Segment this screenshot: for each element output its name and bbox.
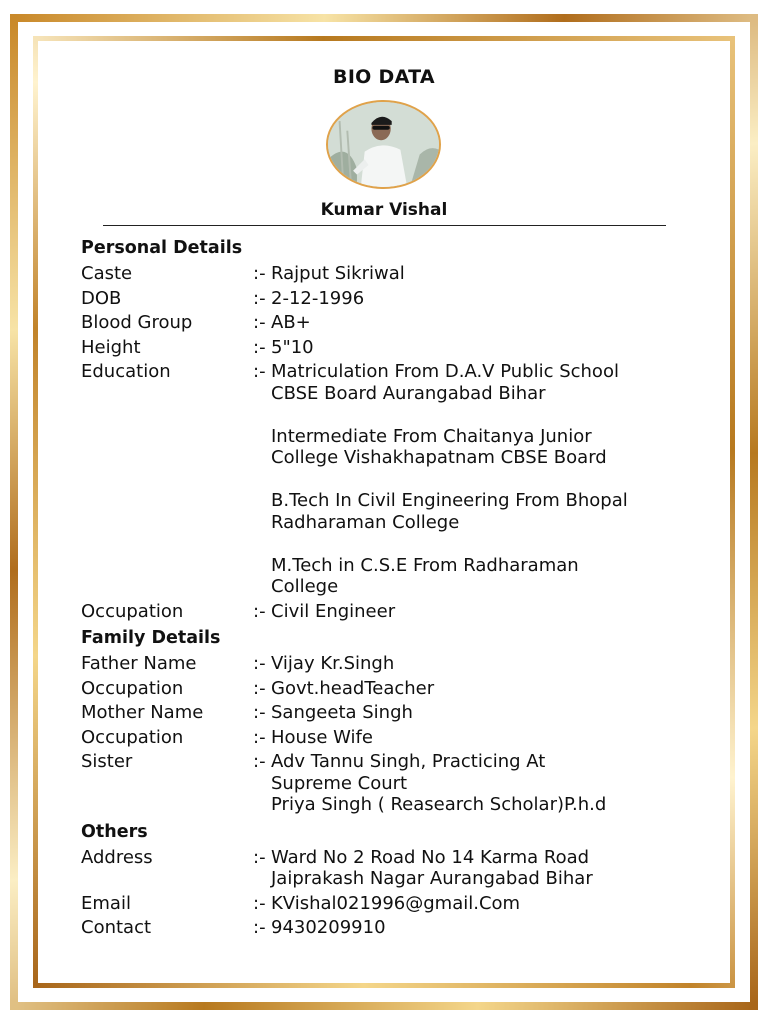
education-line: Radharaman College [271,511,460,533]
name-underline [103,225,666,226]
sister-line: Supreme Court [271,772,408,794]
email-row [81,893,701,915]
education-line: B.Tech In Civil Engineering From Bhopal [271,490,628,511]
blood-group-row [81,312,701,334]
height-label: Height [81,336,141,358]
father-name-row [81,653,701,675]
caste-row [81,263,701,285]
separator: :- [253,287,266,309]
separator: :- [253,361,266,382]
separator: :- [253,846,266,868]
education-line: CBSE Board Aurangabad Bihar [271,382,546,404]
dob-row [81,288,701,310]
education-value [271,361,701,598]
separator: :- [253,336,266,358]
profile-photo [326,100,441,189]
separator: :- [253,917,266,938]
contact-label: Contact [81,917,152,938]
spacer [271,533,701,555]
separator: :- [253,263,266,284]
page-title: BIO DATA [333,66,435,88]
education-label: Education [81,361,171,382]
occupation-label: Occupation [81,600,184,622]
caste-value: Rajput Sikriwal [271,263,405,284]
personal-details-heading: Personal Details [81,238,243,258]
blood-group-label: Blood Group [81,312,193,333]
separator: :- [253,600,266,622]
separator: :- [253,653,266,674]
separator: :- [253,892,266,914]
education-line: Intermediate From Chaitanya Junior [271,425,592,447]
separator: :- [253,677,266,699]
sister-line: Priya Singh ( Reasearch Scholar)P.h.d [271,794,607,815]
education-row [81,361,701,598]
sister-value [271,751,701,816]
address-line: Jaiprakash Nagar Aurangabad Bihar [271,868,593,889]
email-label: Email [81,892,131,914]
education-line: College [271,576,339,597]
email-value: KVishal021996@gmail.Com [271,892,521,914]
spacer [271,404,701,426]
sister-line: Adv Tannu Singh, Practicing At [271,751,546,772]
height-row [81,337,701,359]
separator: :- [253,751,266,772]
mother-occupation-label: Occupation [81,726,184,748]
caste-label: Caste [81,263,133,284]
height-value: 5"10 [271,336,314,358]
mother-name-value: Sangeeta Singh [271,702,413,723]
address-line: Ward No 2 Road No 14 Karma Road [271,846,590,868]
education-line: Matriculation From D.A.V Public School [271,361,619,382]
mother-occupation-row [81,727,701,749]
occupation-value: Civil Engineer [271,600,396,622]
education-line: College Vishakhapatnam CBSE Board [271,447,607,468]
father-occupation-value: Govt.headTeacher [271,677,435,699]
education-line: M.Tech in C.S.E From Radharaman [271,554,579,576]
person-name: Kumar Vishal [320,200,448,220]
mother-name-label: Mother Name [81,702,204,723]
address-value [271,847,701,890]
contact-value: 9430209910 [271,917,386,938]
separator: :- [253,702,266,723]
father-name-value: Vijay Kr.Singh [271,653,395,674]
family-details-heading: Family Details [81,628,221,648]
spacer [271,469,701,491]
contact-row [81,917,701,939]
separator: :- [253,726,266,748]
blood-group-value: AB+ [271,312,311,333]
address-label: Address [81,846,153,868]
father-name-label: Father Name [81,653,197,674]
father-occupation-row [81,678,701,700]
mother-name-row [81,702,701,724]
sister-row [81,751,701,816]
dob-label: DOB [81,287,122,309]
address-row [81,847,701,890]
mother-occupation-value: House Wife [271,726,373,748]
dob-value: 2-12-1996 [271,287,365,309]
father-occupation-label: Occupation [81,677,184,699]
occupation-row [81,601,701,623]
sister-label: Sister [81,751,133,772]
others-heading: Others [81,821,148,842]
biodata-content [81,236,701,939]
separator: :- [253,312,266,333]
